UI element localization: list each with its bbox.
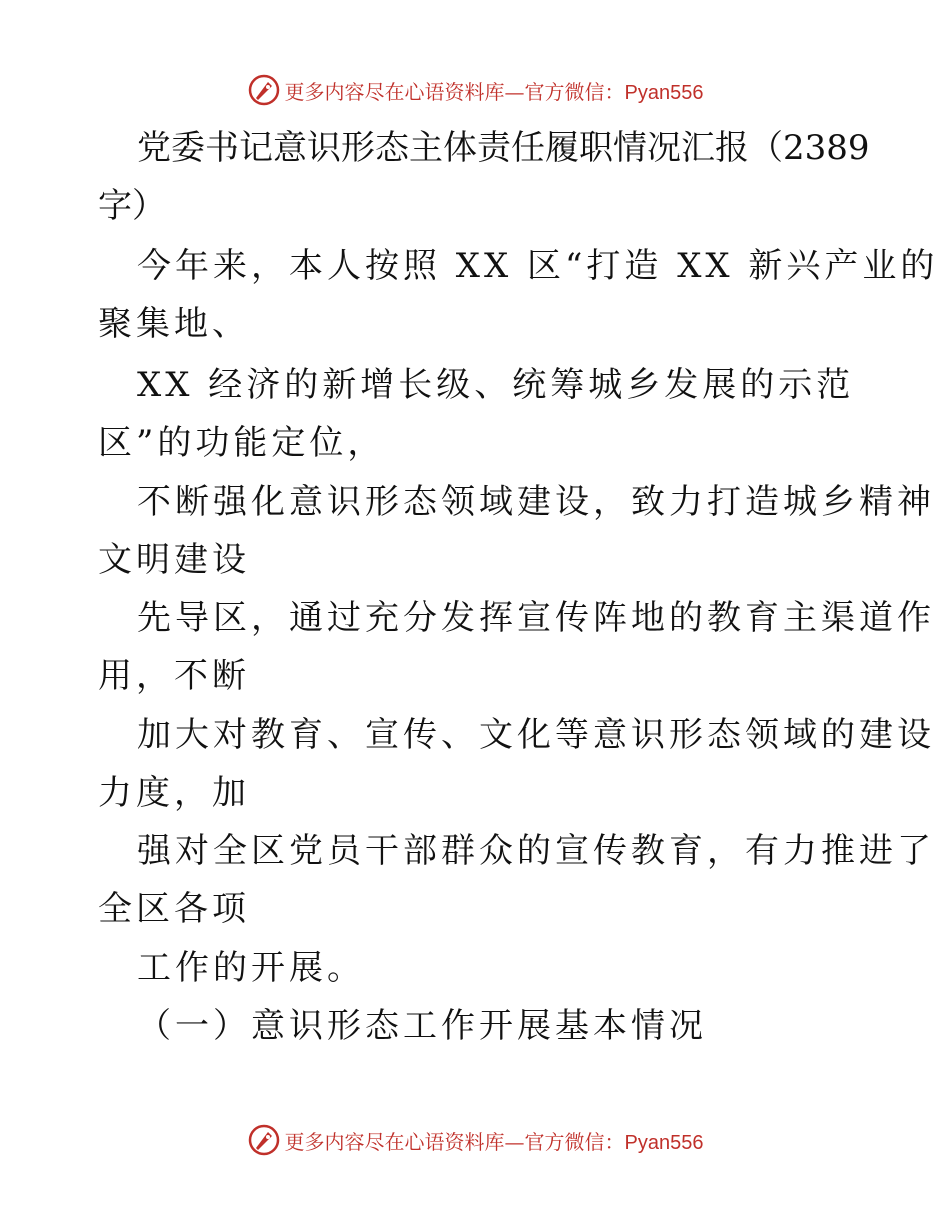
watermark-separator: —: [504, 79, 525, 104]
watermark-official: 官方微信：: [524, 1129, 625, 1154]
watermark-code: Pyan556: [624, 1131, 704, 1154]
title-line-1: 党委书记意识形态主体责任履职情况汇报（2389: [137, 128, 870, 168]
paragraph-line: 全区各项: [98, 889, 250, 929]
watermark-text: [285, 76, 704, 105]
paragraph-line: 加大对教育、宣传、文化等意识形态领域的建设: [137, 715, 935, 755]
paragraph-line: 力度，加: [98, 773, 250, 813]
paragraph-line: 先导区，通过充分发挥宣传阵地的教育主渠道作: [137, 598, 935, 638]
paragraph-line: 用，不断: [98, 656, 250, 696]
pen-nib-logo-icon: [247, 1123, 281, 1157]
paragraph-line: 工作的开展。: [137, 948, 365, 988]
section-heading: （一）意识形态工作开展基本情况: [137, 1006, 707, 1046]
watermark-main: 更多内容尽在心语资料库: [284, 1129, 505, 1154]
paragraph-line: 强对全区党员干部群众的宣传教育，有力推进了: [137, 831, 935, 871]
paragraph-line: 聚集地、: [98, 304, 250, 344]
watermark-code: Pyan556: [624, 81, 704, 104]
paragraph-line: XX 经济的新增长级、统筹城乡发展的示范: [137, 365, 855, 405]
paragraph-line: 今年来，本人按照 XX 区“打造 XX 新兴产业的: [137, 246, 939, 286]
footer-watermark: [0, 1122, 950, 1158]
watermark-text: [285, 1126, 704, 1155]
watermark-separator: —: [504, 1129, 525, 1154]
paragraph-line: 文明建设: [98, 540, 250, 580]
header-watermark: [0, 72, 950, 108]
watermark-official: 官方微信：: [524, 79, 625, 104]
paragraph-line: 不断强化意识形态领域建设，致力打造城乡精神: [137, 482, 935, 522]
pen-nib-logo-icon: [247, 73, 281, 107]
watermark-main: 更多内容尽在心语资料库: [284, 79, 505, 104]
paragraph-line: 区”的功能定位，: [98, 423, 386, 463]
title-line-2: 字）: [98, 186, 166, 226]
